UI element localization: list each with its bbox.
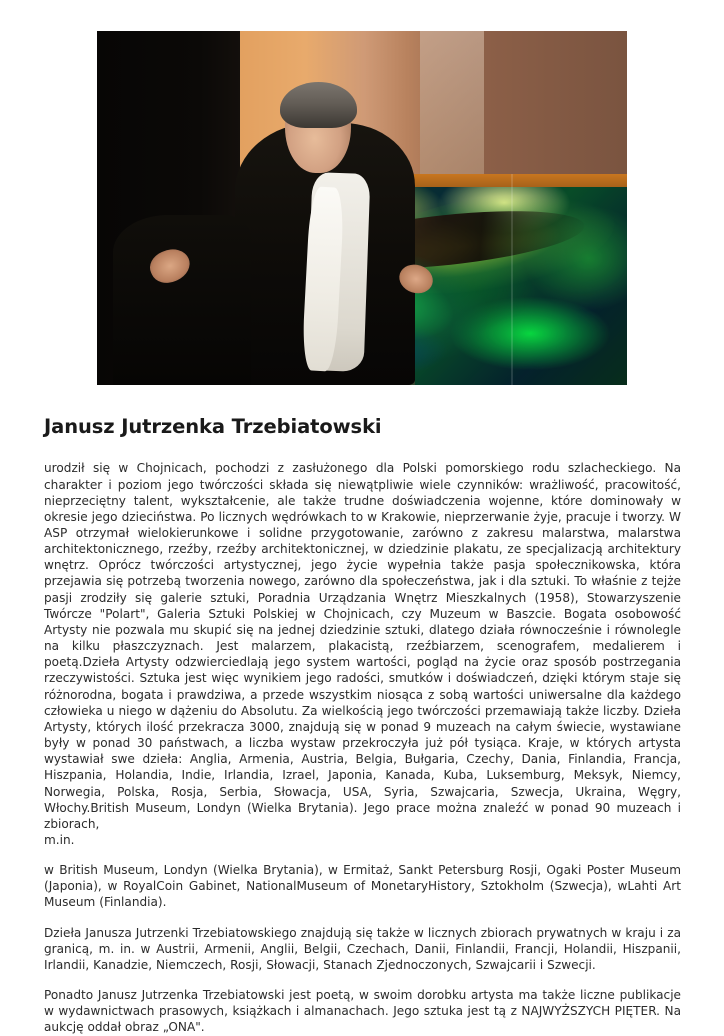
painting-panel-seam: [511, 174, 513, 385]
photo-canvas: [97, 31, 627, 385]
figure-hair: [280, 82, 357, 128]
paragraph-poetry: Ponadto Janusz Jutrzenka Trzebiatowski jest poetą, w swoim dorobku artysta ma także liczne publikacje w wydawnictwach prasowych, książkach i almanachach. Jego sztuka jest tą z NAJWYŻSZYCH PIĘTER. Na aukcję oddał obraz „ONA".: [44, 988, 681, 1035]
paragraph-biography: urodził się w Chojnicach, pochodzi z zasłużonego dla Polski pomorskiego rodu szlacheckiego. Na charakter i poziom jego twórczości składa się niewątpliwie wiele czynników: wrażliwość, pracowitość, nieprzeciętny talent, wykształcenie, ale także trudne doświadczenia wojenne, które dominowały w okresie jego dzieciństwa. Po licznych wędrówkach to w Krakowie, nieprzerwanie żyje, pracuje i tworzy. W ASP otrzymał wielokierunkowe i solidne przygotowanie, zarówno z zakresu malarstwa, malarstwa architektonicznego, rzeźby, rzeźby architektonicznej, w dziedzinie plakatu, ze specjalizacją architektury wnętrz. Oprócz twórczości artystycznej, jego życie wypełnia także pasja społecznikowska, która przejawia się potrzebą tworzenia nowego, zarówno dla społeczeństwa, jak i dla sztuki. To właśnie z tejże pasji zrodziły się galerie sztuki, Poradnia Urządzania Wnętrz Mieszkalnych (1958), Stowarzyszenie Twórcze "Polart", Galeria Sztuki Polskiej w Chojnicach, czy Muzeum w Baszcie. Bogata osobowość Artysty nie pozwala mu skupić się na jednej dziedzinie sztuki, dlatego działa równocześnie i równolegle na kilku płaszczyznach. Jest malarzem, plakacistą, rzeźbiarzem, scenografem, medalierem i poetą.Dzieła Artysty odzwierciedlają jego system wartości, pogląd na życie oraz sposób postrzegania rzeczywistości. Sztuka jest więc wynikiem jego radości, smutków i doświadczeń, dzięki którym staje się różnorodna, bogata i prawdziwa, a przede wszystkim niosąca z sobą wartości uniwersalne dla każdego człowieka u niego w dążeniu do Absolutu. Za wielkością jego twórczości przemawiają także liczby. Dzieła Artysty, których ilość przekracza 3000, znajdują się w ponad 9 muzeach na całym świecie, wystawiane były w ponad 30 państwach, a liczba wystaw przekroczyła już pół tysiąca. Kraje, w których artysta wystawiał swe dzieła: Anglia, Armenia, Austria, Belgia, Bułgaria, Czechy, Dania, Finlandia, Francja, Hiszpania, Holandia, Indie, Irlandia, Izrael, Japonia, Kanada, Kuba, Luksemburg, Meksyk, Niemcy, Norwegia, Polska, Rosja, Serbia, Słowacja, USA, Syria, Szwajcaria, Szwecja, Ukraina, Węgry, Włochy.British Museum, Londyn (Wielka Brytania). Jego prace można znaleźć w ponad 90 muzeach i zbiorach,: [44, 461, 681, 831]
article-body: [44, 415, 681, 1036]
page-title: Janusz Jutrzenka Trzebiatowski: [44, 415, 382, 438]
figure-suit-left-arm: [113, 215, 251, 385]
artist-photo: [97, 31, 627, 385]
paragraph-private-collections: Dzieła Janusza Jutrzenki Trzebiatowskiego znajdują się także w licznych zbiorach prywatnych w kraju i za granicą, m. in. w Austrii, Armenii, Anglii, Belgii, Czechach, Danii, Finlandii, Francji, Holandii, Hiszpanii, Irlandii, Kanadzie, Niemczech, Rosji, Słowacji, Stanach Zjednoczonych, Szwajcarii i Szwecji.: [44, 925, 681, 972]
photo-wall-panel: [420, 31, 484, 194]
paragraph-museums-trailing: m.in.: [44, 832, 75, 847]
paragraph-museums: w British Museum, Londyn (Wielka Brytania), w Ermitaż, Sankt Petersburg Rosji, Ogaki Poster Museum (Japonia), w RoyalCoin Gabinet, NationalMuseum of MonetaryHistory, Sztokholm (Szwecja), wLahti Art Museum (Finlandia).: [44, 863, 681, 910]
